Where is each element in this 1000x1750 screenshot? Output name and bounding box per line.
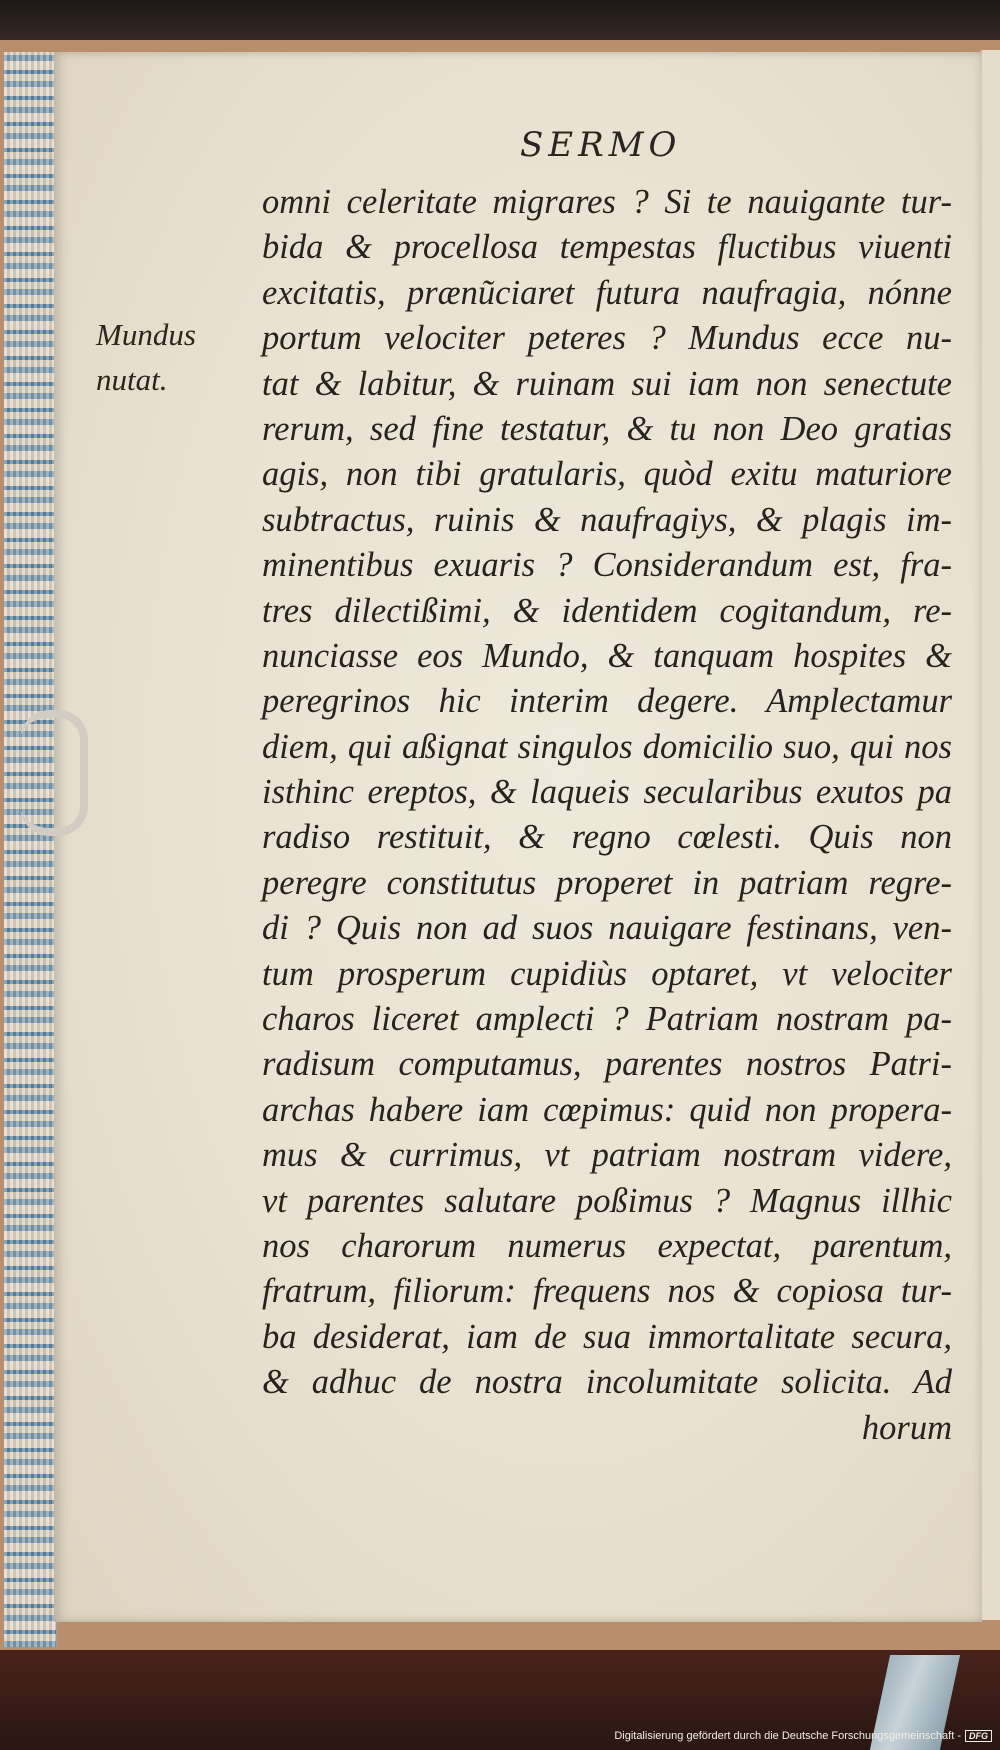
text-line: nunciasse eos Mundo, & tanquam hospites & — [262, 636, 952, 675]
text-line: vt parentes salutare poßimus ? Magnus illhic — [262, 1181, 952, 1220]
body-text — [262, 180, 952, 1451]
page-edges — [4, 52, 58, 1647]
text-line: tres dilectißimi, & identidem cogitandum, re- — [262, 591, 952, 630]
text-line: subtractus, ruinis & naufragiys, & plagis im- — [262, 500, 952, 539]
dfg-logo: DFG — [965, 1730, 992, 1742]
marginal-note-line: nutat. — [96, 362, 168, 397]
text-line: excitatis, prænũciaret futura naufragia, nónne — [262, 273, 952, 312]
digitization-credit — [614, 1730, 992, 1742]
text-line: tat & labitur, & ruinam sui iam non senectute — [262, 364, 952, 403]
text-line: bida & procellosa tempestas fluctibus viuenti — [262, 228, 952, 267]
text-line: ba desiderat, iam de sua immortalitate secura, — [262, 1317, 952, 1356]
text-line: nos charorum numerus expectat, parentum, — [262, 1226, 952, 1265]
text-line: radisum computamus, parentes nostros Patri- — [262, 1045, 952, 1084]
running-head: SERMO — [520, 125, 682, 165]
text-line: di ? Quis non ad suos nauigare festinans, ven- — [262, 909, 952, 948]
text-line: archas habere iam cœpimus: quid non propera- — [262, 1090, 952, 1129]
text-line: tum prosperum cupidiùs optaret, vt velociter — [262, 954, 952, 993]
text-line: rerum, sed fine testatur, & tu non Deo gratias — [262, 409, 952, 448]
text-line: omni celeritate migrares ? Si te nauigante tur- — [262, 183, 952, 221]
text-line: minentibus exuaris ? Considerandum est, fra- — [262, 546, 952, 585]
text-line: radiso restituit, & regno cœlesti. Quis non — [262, 818, 952, 857]
text-line: fratrum, filiorum: frequens nos & copiosa tur- — [262, 1272, 952, 1311]
text-line: mus & currimus, vt patriam nostram videre, — [262, 1136, 952, 1175]
marginal-note-line: Mundus — [96, 317, 196, 352]
marginal-note — [96, 312, 246, 402]
text-line: diem, qui aßignat singulos domicilio suo, qui nos — [262, 727, 952, 766]
credit-text: Digitalisierung gefördert durch die Deutsche Forschungsgemeinschaft - — [614, 1730, 961, 1742]
next-page-edge — [980, 50, 1000, 1620]
text-line: peregre constitutus properet in patriam regre- — [262, 863, 952, 902]
text-line: charos liceret amplecti ? Patriam nostram pa- — [262, 1000, 952, 1039]
text-line: agis, non tibi gratularis, quòd exitu maturiore — [262, 455, 952, 494]
text-line: peregrinos hic interim degere. Amplectamur — [262, 682, 952, 721]
clasp-loop — [20, 710, 88, 836]
text-line: portum velociter peteres ? Mundus ecce nu- — [262, 319, 952, 358]
text-line: isthinc ereptos, & laqueis secularibus exutos pa — [262, 773, 952, 812]
text-line: & adhuc de nostra incolumitate solicita. Ad — [262, 1363, 952, 1402]
catchword: horum — [861, 1408, 952, 1447]
